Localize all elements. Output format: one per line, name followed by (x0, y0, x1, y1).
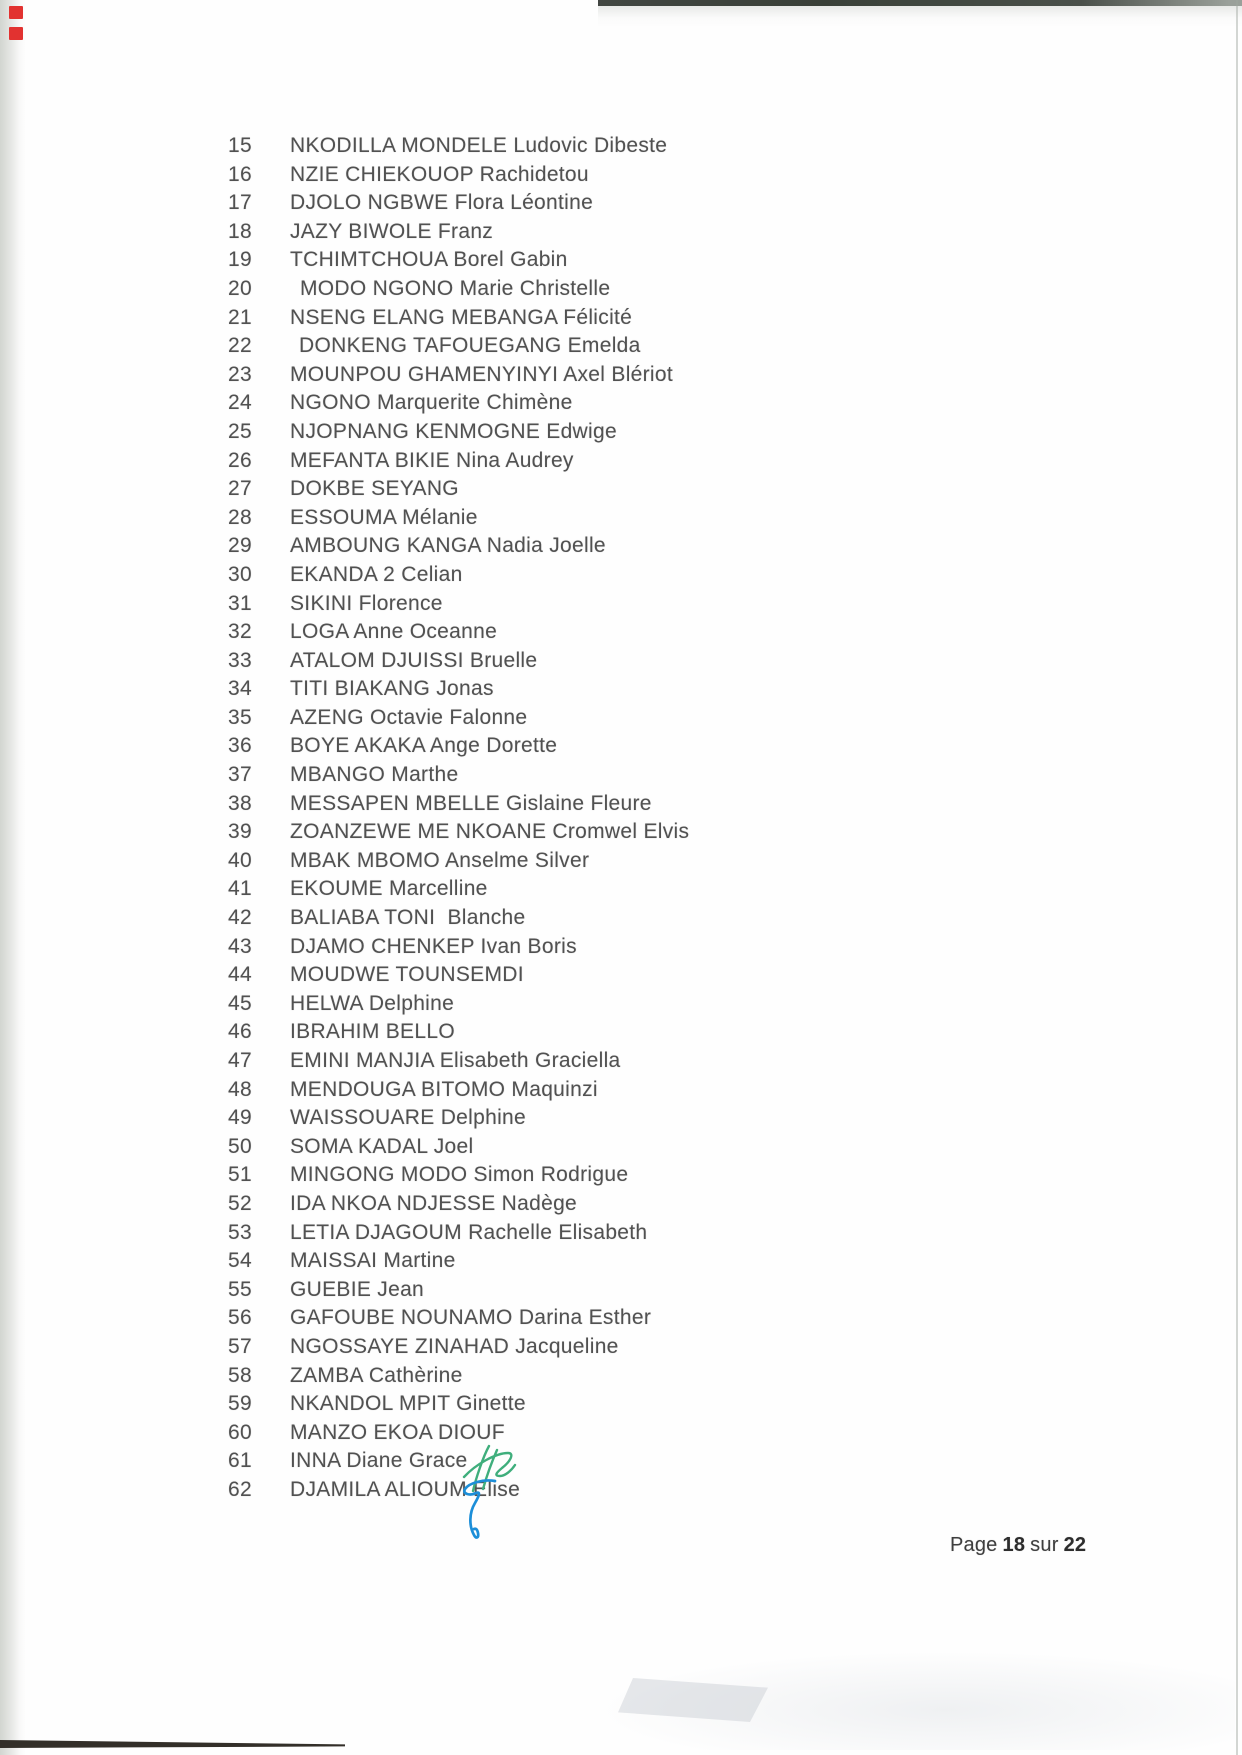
entry-number: 28 (228, 505, 252, 529)
entry-name: MESSAPEN MBELLE Gislaine Fleure (290, 791, 652, 815)
entry-number: 33 (228, 648, 252, 672)
entry-number: 61 (228, 1449, 252, 1473)
entry-name: NJOPNANG KENMOGNE Edwige (290, 419, 617, 443)
entry-number: 35 (228, 705, 252, 729)
entry-name: LOGA Anne Oceanne (290, 620, 498, 644)
list-entry (0, 1247, 1242, 1276)
list-entry (0, 990, 1242, 1019)
entry-name: MEFANTA BIKIE Nina Audrey (290, 448, 574, 472)
list-entry (0, 875, 1242, 904)
entry-number: 54 (228, 1249, 252, 1273)
entry-number: 22 (228, 334, 252, 358)
entry-name: SIKINI Florence (290, 591, 443, 615)
entry-name: ESSOUMA Mélanie (290, 505, 478, 529)
entry-number: 57 (228, 1334, 252, 1358)
list-entry (0, 418, 1242, 447)
entry-number: 31 (228, 591, 252, 615)
entry-number: 48 (228, 1077, 252, 1101)
entry-name: NGOSSAYE ZINAHAD Jacqueline (290, 1334, 619, 1358)
entry-number: 17 (228, 191, 252, 215)
list-entry (0, 1219, 1242, 1248)
scan-artifact-top-bar-fade (598, 6, 1242, 28)
list-entry (0, 389, 1242, 418)
entry-name: TCHIMTCHOUA Borel Gabin (290, 248, 568, 272)
entry-name: MOUNPOU GHAMENYINYI Axel Blériot (290, 362, 674, 386)
list-entry (0, 504, 1242, 533)
list-entry (0, 1104, 1242, 1133)
list-entry (0, 189, 1242, 218)
list-entry (0, 332, 1242, 361)
entry-name: MBAK MBOMO Anselme Silver (290, 848, 590, 872)
list-entry (0, 704, 1242, 733)
entry-number: 23 (228, 362, 252, 386)
entry-name: AMBOUNG KANGA Nadia Joelle (290, 534, 606, 558)
list-entry (0, 790, 1242, 819)
list-entry (0, 532, 1242, 561)
page-footer (950, 1534, 1086, 1557)
scan-artifact-bottom-line (0, 1740, 345, 1748)
list-entry (0, 590, 1242, 619)
entry-number: 45 (228, 991, 252, 1015)
footer-page-word: Page (950, 1534, 998, 1556)
entry-name: DJAMO CHENKEP Ivan Boris (290, 934, 577, 958)
list-entry (0, 1018, 1242, 1047)
entry-number: 16 (228, 162, 252, 186)
entry-name: MINGONG MODO Simon Rodrigue (290, 1163, 629, 1187)
list-entry (0, 218, 1242, 247)
entry-number: 37 (228, 763, 252, 787)
entry-name: SOMA KADAL Joel (290, 1134, 474, 1158)
entry-name: NKODILLA MONDELE Ludovic Dibeste (290, 134, 668, 157)
entry-number: 34 (228, 677, 252, 701)
list-entry (0, 1276, 1242, 1305)
list-entry (0, 1447, 1242, 1476)
list-entry (0, 1190, 1242, 1219)
list-entry (0, 675, 1242, 704)
entry-name: MOUDWE TOUNSEMDI (290, 963, 524, 987)
list-entry (0, 847, 1242, 876)
entry-name: DJOLO NGBWE Flora Léontine (290, 191, 594, 215)
entry-number: 26 (228, 448, 252, 472)
entry-name: BOYE AKAKA Ange Dorette (290, 734, 558, 758)
list-entry (0, 1419, 1242, 1448)
entry-number: 50 (228, 1134, 252, 1158)
footer-sur-word: sur (1030, 1534, 1059, 1556)
list-entry (0, 246, 1242, 275)
list-entry (0, 304, 1242, 333)
entry-number: 24 (228, 391, 252, 415)
list-entry (0, 961, 1242, 990)
entry-name: AZENG Octavie Falonne (290, 705, 528, 729)
entry-name: MODO NGONO Marie Christelle (300, 276, 611, 300)
entry-number: 15 (228, 134, 252, 157)
entry-name: GAFOUBE NOUNAMO Darina Esther (290, 1306, 652, 1330)
list-entry (0, 1390, 1242, 1419)
entry-number: 32 (228, 620, 252, 644)
entry-name: ZOANZEWE ME NKOANE Cromwel Elvis (290, 820, 690, 844)
entry-name: NZIE CHIEKOUOP Rachidetou (290, 162, 589, 186)
entry-number: 62 (228, 1477, 252, 1501)
entry-name: BALIABA TONI Blanche (290, 906, 526, 930)
list-entry (0, 818, 1242, 847)
entry-number: 36 (228, 734, 252, 758)
entry-name: NGONO Marquerite Chimène (290, 391, 573, 415)
list-entry (0, 1076, 1242, 1105)
entry-number: 44 (228, 963, 252, 987)
entry-number: 27 (228, 477, 252, 501)
entry-number: 18 (228, 219, 252, 243)
list-entry (0, 618, 1242, 647)
entry-name: INNA Diane Grace (290, 1449, 468, 1473)
entry-number: 43 (228, 934, 252, 958)
list-entry (0, 904, 1242, 933)
signature-blue-stroke (464, 1480, 495, 1537)
list-entry (0, 161, 1242, 190)
entry-number: 38 (228, 791, 252, 815)
entry-number: 51 (228, 1163, 252, 1187)
list-entry (0, 132, 1242, 161)
entry-name: IBRAHIM BELLO (290, 1020, 455, 1044)
entry-name: LETIA DJAGOUM Rachelle Elisabeth (290, 1220, 648, 1244)
entry-number: 21 (228, 305, 252, 329)
list-entry (0, 1362, 1242, 1391)
entry-number: 42 (228, 906, 252, 930)
list-entry (0, 761, 1242, 790)
entry-name: DONKENG TAFOUEGANG Emelda (299, 334, 641, 358)
list-entry (0, 475, 1242, 504)
entry-number: 40 (228, 848, 252, 872)
entry-name: NKANDOL MPIT Ginette (290, 1392, 526, 1416)
entry-name: DJAMILA ALIOUM Elise (290, 1477, 521, 1501)
list-entry (0, 933, 1242, 962)
list-entry (0, 1133, 1242, 1162)
entry-number: 41 (228, 877, 252, 901)
list-entry (0, 275, 1242, 304)
list-entry (0, 1476, 1242, 1505)
entry-number: 55 (228, 1277, 252, 1301)
entry-number: 19 (228, 248, 252, 272)
entry-name: EKANDA 2 Celian (290, 562, 463, 586)
red-pen-mark (9, 6, 23, 19)
entry-name: MAISSAI Martine (290, 1249, 456, 1273)
entry-name: MANZO EKOA DIOUF (290, 1420, 505, 1444)
entry-number: 49 (228, 1106, 252, 1130)
entry-name: TITI BIAKANG Jonas (290, 677, 494, 701)
entry-name: HELWA Delphine (290, 991, 455, 1015)
entry-number: 30 (228, 562, 252, 586)
entry-number: 47 (228, 1049, 252, 1072)
entry-number: 59 (228, 1392, 252, 1416)
red-pen-mark (9, 27, 23, 40)
entry-number: 25 (228, 419, 252, 443)
name-list (0, 132, 1242, 1505)
entry-number: 20 (228, 276, 252, 300)
entry-number: 52 (228, 1191, 252, 1215)
list-entry (0, 1333, 1242, 1362)
list-entry (0, 1161, 1242, 1190)
footer-page-number: 18 (1002, 1534, 1026, 1556)
entry-name: NSENG ELANG MEBANGA Félicité (290, 305, 633, 329)
entry-name: MBANGO Marthe (290, 763, 459, 787)
entry-name: ATALOM DJUISSI Bruelle (290, 648, 538, 672)
list-entry (0, 447, 1242, 476)
list-entry (0, 561, 1242, 590)
entry-name: GUEBIE Jean (290, 1277, 425, 1301)
entry-number: 58 (228, 1363, 252, 1387)
entry-name: WAISSOUARE Delphine (290, 1106, 527, 1130)
entry-number: 56 (228, 1306, 252, 1330)
entry-name: JAZY BIWOLE Franz (290, 219, 494, 243)
list-entry (0, 1304, 1242, 1333)
entry-name: EMINI MANJIA Elisabeth Graciella (290, 1049, 621, 1072)
entry-number: 46 (228, 1020, 252, 1044)
footer-total-pages: 22 (1063, 1534, 1087, 1556)
list-entry (0, 647, 1242, 676)
list-entry (0, 1047, 1242, 1076)
entry-name: EKOUME Marcelline (290, 877, 488, 901)
entry-name: ZAMBA Cathèrine (290, 1363, 463, 1387)
entry-number: 39 (228, 820, 252, 844)
list-entry (0, 732, 1242, 761)
entry-name: DOKBE SEYANG (290, 477, 459, 501)
entry-name: MENDOUGA BITOMO Maquinzi (290, 1077, 598, 1101)
entry-number: 53 (228, 1220, 252, 1244)
list-entry (0, 361, 1242, 390)
entry-number: 60 (228, 1420, 252, 1444)
entry-name: IDA NKOA NDJESSE Nadège (290, 1191, 578, 1215)
entry-number: 29 (228, 534, 252, 558)
handwritten-signature (443, 1437, 535, 1545)
